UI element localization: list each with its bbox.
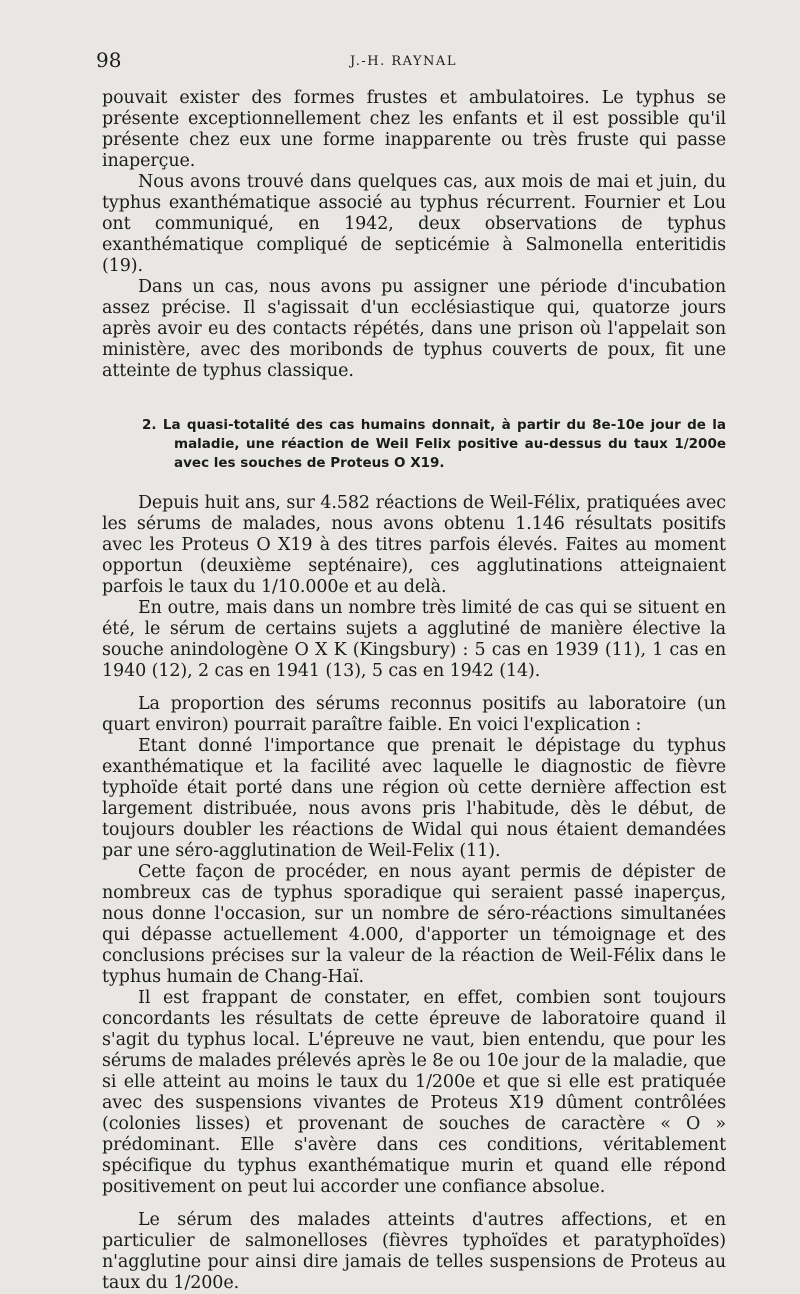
- paragraph: Cette façon de procéder, en nous ayant permis de dépister de nombreux cas de typhus sporadique qui seraient passé inaperçus, nous donne l'occasion, sur un nombre de séro-réactions simultanées qui dépasse actuellement 4.000, d'apporter un témoignage et des conclusions précises sur la valeur de la réaction de Weil-Félix dans le typhus humain de Chang-Haï.: [102, 862, 726, 987]
- paragraph: pouvait exister des formes frustes et ambulatoires. Le typhus se présente exceptionnellement chez les enfants et il est possible qu'il présente chez eux une forme inapparente ou très fruste qui passe inaperçue.: [102, 88, 726, 171]
- running-title: J.-H. RAYNAL: [350, 54, 457, 69]
- body-text: [102, 88, 726, 1294]
- page-header: [96, 48, 736, 72]
- paragraph: La proportion des sérums reconnus positifs au laboratoire (un quart environ) pourrait paraître faible. En voici l'explication :: [102, 694, 726, 735]
- paragraph: Il est frappant de constater, en effet, combien sont toujours concordants les résultats de cette épreuve de laboratoire quand il s'agit du typhus local. L'épreuve ne vaut, bien entendu, que pour les sérums de malades prélevés après le 8e ou 10e jour de la maladie, que si elle atteint au moins le taux du 1/200e et que si elle est pratiquée avec des suspensions vivantes de Proteus X19 dûment contrôlées (colonies lisses) et provenant de souches de caractère « O » prédominant. Elle s'avère dans ces conditions, véritablement spécifique du typhus exanthématique murin et quand elle répond positivement on peut lui accorder une confiance absolue.: [102, 988, 726, 1197]
- section-heading: 2. La quasi-totalité des cas humains donnait, à partir du 8e-10e jour de la maladie, une réaction de Weil Felix positive au-dessus du taux 1/200e avec les souches de Proteus O X19.: [142, 417, 726, 471]
- paragraph: Dans un cas, nous avons pu assigner une période d'incubation assez précise. Il s'agissait d'un ecclésiastique qui, quatorze jours après avoir eu des contacts répétés, dans une prison où l'appelait son ministère, avec des moribonds de typhus couverts de poux, fit une atteinte de typhus classique.: [102, 277, 726, 381]
- paragraph: Nous avons trouvé dans quelques cas, aux mois de mai et juin, du typhus exanthématique associé au typhus récurrent. Fournier et Lou ont communiqué, en 1942, deux observations de typhus exanthématique compliqué de septicémie à Salmonella enteritidis (19).: [102, 172, 726, 276]
- paragraph: Le sérum des malades atteints d'autres affections, et en particulier de salmonelloses (fièvres typhoïdes et paratyphoïdes) n'agglutine pour ainsi dire jamais de telles suspensions de Proteus au taux du 1/200e.: [102, 1210, 726, 1293]
- page-number: 98: [96, 48, 122, 72]
- paragraph: En outre, mais dans un nombre très limité de cas qui se situent en été, le sérum de certains sujets a agglutiné de manière élective la souche anindologène O X K (Kingsbury) : 5 cas en 1939 (11), 1 cas en 1940 (12), 2 cas en 1941 (13), 5 cas en 1942 (14).: [102, 598, 726, 681]
- paragraph: Depuis huit ans, sur 4.582 réactions de Weil-Félix, pratiquées avec les sérums de malades, nous avons obtenu 1.146 résultats positifs avec les Proteus O X19 à des titres parfois élevés. Faites au moment opportun (deuxième septénaire), ces agglutinations atteignaient parfois le taux du 1/10.000e et au delà.: [102, 493, 726, 597]
- paragraph: Etant donné l'importance que prenait le dépistage du typhus exanthématique et la facilité avec laquelle le diagnostic de fièvre typhoïde était porté dans une région où cette dernière affection est largement distribuée, nous avons pris l'habitude, dès le début, de toujours doubler les réactions de Widal qui nous étaient demandées par une séro-agglutination de Weil-Felix (11).: [102, 736, 726, 861]
